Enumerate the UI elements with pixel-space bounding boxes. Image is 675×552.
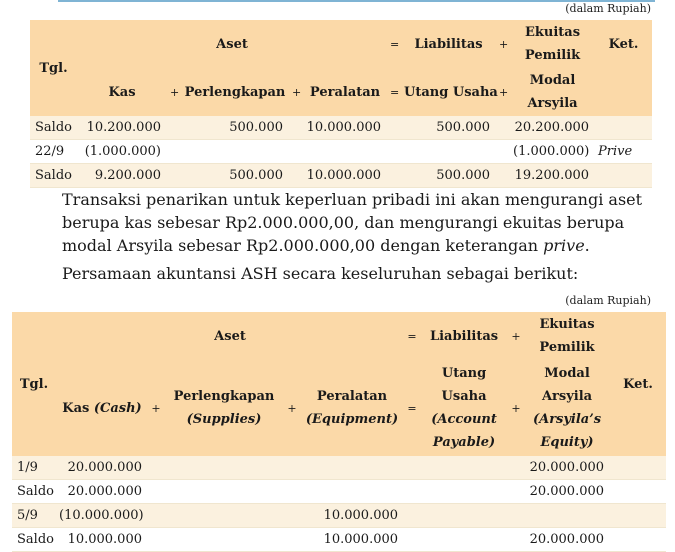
table1-header-ket: Ket. [595,20,652,68]
table1-header-ekuitas: Ekuitas Pemilik [510,20,595,68]
paragraph-prive: Transaksi penarikan untuk keperluan pribadi ini akan mengurangi aset berupa kas sebesar Rp2.000.000,00, dan mengurangi ekuitas berupa modal Arsyila sebesar Rp2.000.000,00 dengan keterangan prive. [62,190,643,255]
table1-header-tgl: Tgl. [30,20,77,116]
table2-header-plus-top: + [508,312,524,360]
cell-tgl: 22/9 [30,140,77,164]
table1-header-plus-top: + [496,20,510,68]
table1-header-liabilitas: Liabilitas [401,20,496,68]
table2-header-plus2: + [284,360,300,456]
table2-header-kas: Kas (Cash) [56,360,148,456]
cell-modal: (1.000.000) [510,140,595,164]
table2-header-plus3: + [508,360,524,456]
table2-header-ekuitas: Ekuitas Pemilik [524,312,610,360]
cell-peralatan: 10.000.000 [300,504,404,528]
table2-header-tgl: Tgl. [12,312,56,456]
table2-header-liabilitas: Liabilitas [420,312,508,360]
cell-utang: 500.000 [401,164,496,188]
cell-tgl: Saldo [30,164,77,188]
table1-unit: (dalam Rupiah) [565,2,651,15]
cell-utang [420,504,508,528]
cell-ket: Prive [595,140,652,164]
cell-utang [401,140,496,164]
table2-header-peralatan: Peralatan (Equipment) [300,360,404,456]
cell-ket [610,456,666,480]
cell-perlengkapan [164,504,284,528]
table2-header-modal: Modal Arsyila (Arsyila’s Equity) [524,360,610,456]
table1-header-eq2: = [387,68,401,116]
cell-kas: 10.200.000 [77,116,167,140]
table1-header-plus1: + [167,68,181,116]
table1 [30,20,652,188]
table2-header-perlengkapan: Perlengkapan (Supplies) [164,360,284,456]
cell-modal [524,504,610,528]
cell-utang [420,528,508,552]
table1-header-plus2: + [289,68,303,116]
cell-ket [595,164,652,188]
cell-tgl: Saldo [30,116,77,140]
table1-header-perlengkapan: Perlengkapan [181,68,289,116]
cell-perlengkapan [164,480,284,504]
table2-header-aset: Aset [56,312,404,360]
cell-perlengkapan: 500.000 [181,116,289,140]
table1-header-aset: Aset [77,20,387,68]
cell-perlengkapan [181,140,289,164]
cell-tgl: 1/9 [12,456,56,480]
table1-header-modal: Modal Arsyila [510,68,595,116]
cell-kas: 9.200.000 [77,164,167,188]
cell-modal: 20.200.000 [510,116,595,140]
table-row [12,528,666,552]
cell-kas: 10.000.000 [56,528,148,552]
table2-header-eq2: = [404,360,420,456]
cell-utang [420,480,508,504]
cell-modal: 20.000.000 [524,528,610,552]
table-row [12,456,666,480]
table1-header-ket-sub [595,68,652,116]
table-row [12,504,666,528]
cell-utang: 500.000 [401,116,496,140]
cell-kas: 20.000.000 [56,480,148,504]
table-row [30,140,652,164]
cell-ket [610,504,666,528]
cell-peralatan: 10.000.000 [303,116,387,140]
cell-kas: (1.000.000) [77,140,167,164]
cell-ket [610,480,666,504]
table2-header-eq1: = [404,312,420,360]
cell-tgl: Saldo [12,480,56,504]
cell-peralatan: 10.000.000 [300,528,404,552]
table2-header-ket: Ket. [610,312,666,456]
cell-perlengkapan: 500.000 [181,164,289,188]
cell-tgl: 5/9 [12,504,56,528]
cell-ket [595,116,652,140]
cell-peralatan [300,480,404,504]
table1-header-kas: Kas [77,68,167,116]
cell-kas: (10.000.000) [56,504,148,528]
table2 [12,312,666,552]
table1-header-peralatan: Peralatan [303,68,387,116]
cell-modal: 19.200.000 [510,164,595,188]
cell-ket [610,528,666,552]
cell-tgl: Saldo [12,528,56,552]
cell-modal: 20.000.000 [524,456,610,480]
table1-header-plus3: + [496,68,510,116]
table2-unit: (dalam Rupiah) [565,294,651,307]
table1-header-eq1: = [387,20,401,68]
cell-perlengkapan [164,528,284,552]
cell-modal: 20.000.000 [524,480,610,504]
table-row [12,480,666,504]
table-row [30,116,652,140]
cell-kas: 20.000.000 [56,456,148,480]
cell-peralatan [300,456,404,480]
cell-perlengkapan [164,456,284,480]
cell-peralatan [303,140,387,164]
table2-header-plus1: + [148,360,164,456]
table2-header-utang: Utang Usaha (Account Payable) [420,360,508,456]
paragraph-intro: Persamaan akuntansi ASH secara keseluruhan sebagai berikut: [62,264,579,283]
cell-peralatan: 10.000.000 [303,164,387,188]
table1-header-utang: Utang Usaha [401,68,496,116]
table-row [30,164,652,188]
cell-utang [420,456,508,480]
